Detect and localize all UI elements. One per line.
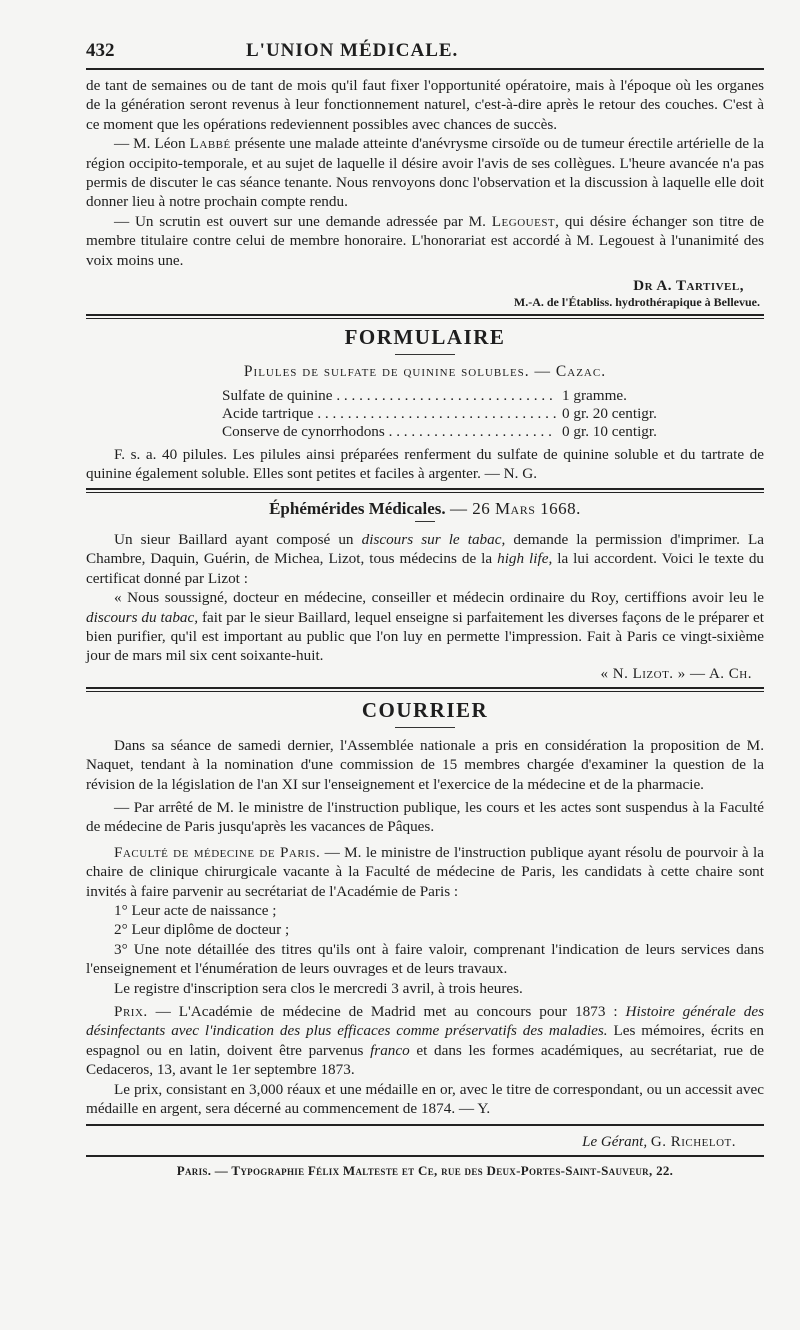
signature-name: Dr A. Tartivel,: [633, 278, 744, 295]
courrier-paragraph-3: Faculté de médecine de Paris. — M. le ministre de l'instruction publique ayant résolu de pourvoir à la chaire de clinique chirurgicale vacante à la Faculté de médecine de Paris, les candidats à cette chaire sont invités à faire parvenir au secrétariat de l'Académie de Paris :: [86, 843, 764, 900]
section-divider: [86, 488, 764, 493]
courrier-paragraph-4: Le registre d'inscription sera clos le mercredi 3 avril, à trois heures.: [114, 979, 523, 997]
title-underline: [415, 521, 435, 522]
labbe-name: Labbé: [189, 135, 231, 153]
ephemerides-paragraph-2: « Nous soussigné, docteur en médecine, conseiller et médecin ordinaire du Roy, certiffions avoir leu le discours du tabac, fait par le sieur Baillard, lequel enseigne si parfaitement les diverses façons de le préparer et bien purifier, qu'il est important au public que l'on luy en permette l'impression. Fait à Paris ce vingt-sixième jour de mars mil six cent soixante-huit.: [86, 589, 764, 665]
scrutin-paragraph: — Un scrutin est ouvert sur une demande adressée par M. Legouest, qui désire échanger son titre de membre titulaire contre celui de membre honoraire. L'honorariat est accordé à M. Legouest à l'unanimité des voix moins une.: [86, 212, 764, 269]
legouest-name: Legouest: [491, 212, 556, 230]
ingredient-row: Sulfate de quinine . . . 1 gramme.: [222, 387, 682, 405]
courrier-paragraph-1: Dans sa séance de samedi dernier, l'Assemblée nationale a pris en considération la proposition de M. Naquet, tendant à la nomination d'une commission de 15 membres chargée d'examiner la question de la révision de la législation de l'an XI sur l'enseignement et l'exercice de la médecine et de la pharmacie.: [86, 736, 764, 793]
list-item: 2° Leur diplôme de docteur ;: [114, 921, 290, 939]
formulaire-title: FORMULAIRE: [344, 325, 506, 350]
ingredient-row: Acide tartrique . . . 0 gr. 20 centigr.: [222, 405, 682, 423]
recipe-title: Pilules de sulfate de quinine solubles. — Cazac.: [243, 363, 607, 381]
ephemerides-signature: « N. Lizot. » — A. Ch.: [600, 665, 752, 682]
printer-imprint: Paris. — Typographie Félix Malteste et Ce, rue des Deux-Portes-Saint-Sauveur, 22.: [176, 1163, 674, 1179]
section-divider: [86, 687, 764, 692]
ingredient-list: [222, 387, 682, 441]
courrier-paragraph-6: Le prix, consistant en 3,000 réaux et une médaille en or, avec le titre de correspondant, ou un accessit avec médaille en argent, sera décerné au commencement de 1874. — Y.: [86, 1080, 764, 1118]
footer-divider: [86, 1155, 764, 1157]
footer-divider: [86, 1124, 764, 1126]
title-underline: [395, 354, 455, 355]
ephemerides-title: Éphémérides Médicales. — 26 Mars 1668.: [269, 498, 581, 518]
courrier-paragraph-5: Prix. — L'Académie de médecine de Madrid met au concours pour 1873 : Histoire générale des désinfectants avec l'indication des plus efficaces comme préservatifs des maladies. Les mémoires, écrits en espagnol ou en latin, doivent être parvenus franco et dans les formes académiques, au secrétariat, rue de Cedaceros, 13, avant le 1er septembre 1873.: [86, 1003, 764, 1079]
list-item: 1° Leur acte de naissance ;: [114, 901, 277, 919]
courrier-title: COURRIER: [361, 697, 489, 722]
section-divider: [86, 314, 764, 319]
title-underline: [395, 727, 455, 728]
page-header: [86, 40, 764, 70]
ingredient-row: Conserve de cynorrhodons . . . 0 gr. 10 centigr.: [222, 423, 682, 441]
courrier-paragraph-2: — Par arrêté de M. le ministre de l'instruction publique, les cours et les actes sont suspendus à la Faculté de médecine de Paris jusqu'après les vacances de Pâques.: [86, 798, 764, 836]
list-item: 3° Une note détaillée des titres qu'ils ont à faire valoir, comprenant l'indication de leurs services dans l'enseignement et l'énumération de leurs ouvrages et de leurs travaux.: [86, 940, 764, 978]
gerant-signature: Le Gérant, G. Richelot.: [582, 1134, 736, 1151]
ephemerides-paragraph-1: Un sieur Baillard ayant composé un discours sur le tabac, demande la permission d'imprimer. La Chambre, Daquin, Guérin, de Michea, Lizot, tous médecins de la high life, la lui accordent. Voici le texte du certificat donné par Lizot :: [86, 530, 765, 587]
labbe-paragraph: — M. Léon Labbé présente une malade atteinte d'anévrysme cirsoïde ou de tumeur érectile artérielle de la région occipito-temporale, et au sujet de laquelle il désire avoir l'avis de ses collègues. L'heure avancée n'a pas permis de discuter le cas séance tenante. Nous renvoyons donc l'observation et la discussion à laquelle elle doit donner lieu à notre prochain compte rendu.: [86, 135, 764, 211]
intro-paragraph: de tant de semaines ou de tant de mois qu'il faut fixer l'opportunité opératoire, mais à l'époque où les organes de la génération seront revenus à leur fonctionnement naturel, c'est-à-dire après le retour des couches. C'est à ce moment que les opérations redeviennent possibles avec chances de succès.: [86, 77, 764, 133]
journal-title: L'UNION MÉDICALE.: [246, 40, 459, 61]
page-number: 432: [86, 40, 115, 61]
recipe-note: F. s. a. 40 pilules. Les pilules ainsi préparées renferment du sulfate de quinine soluble et du tartrate de quinine également soluble. Elles sont petites et faciles à argenter. — N. G.: [86, 446, 764, 483]
signature-affiliation: M.-A. de l'Établiss. hydrothérapique à Bellevue.: [513, 295, 760, 310]
